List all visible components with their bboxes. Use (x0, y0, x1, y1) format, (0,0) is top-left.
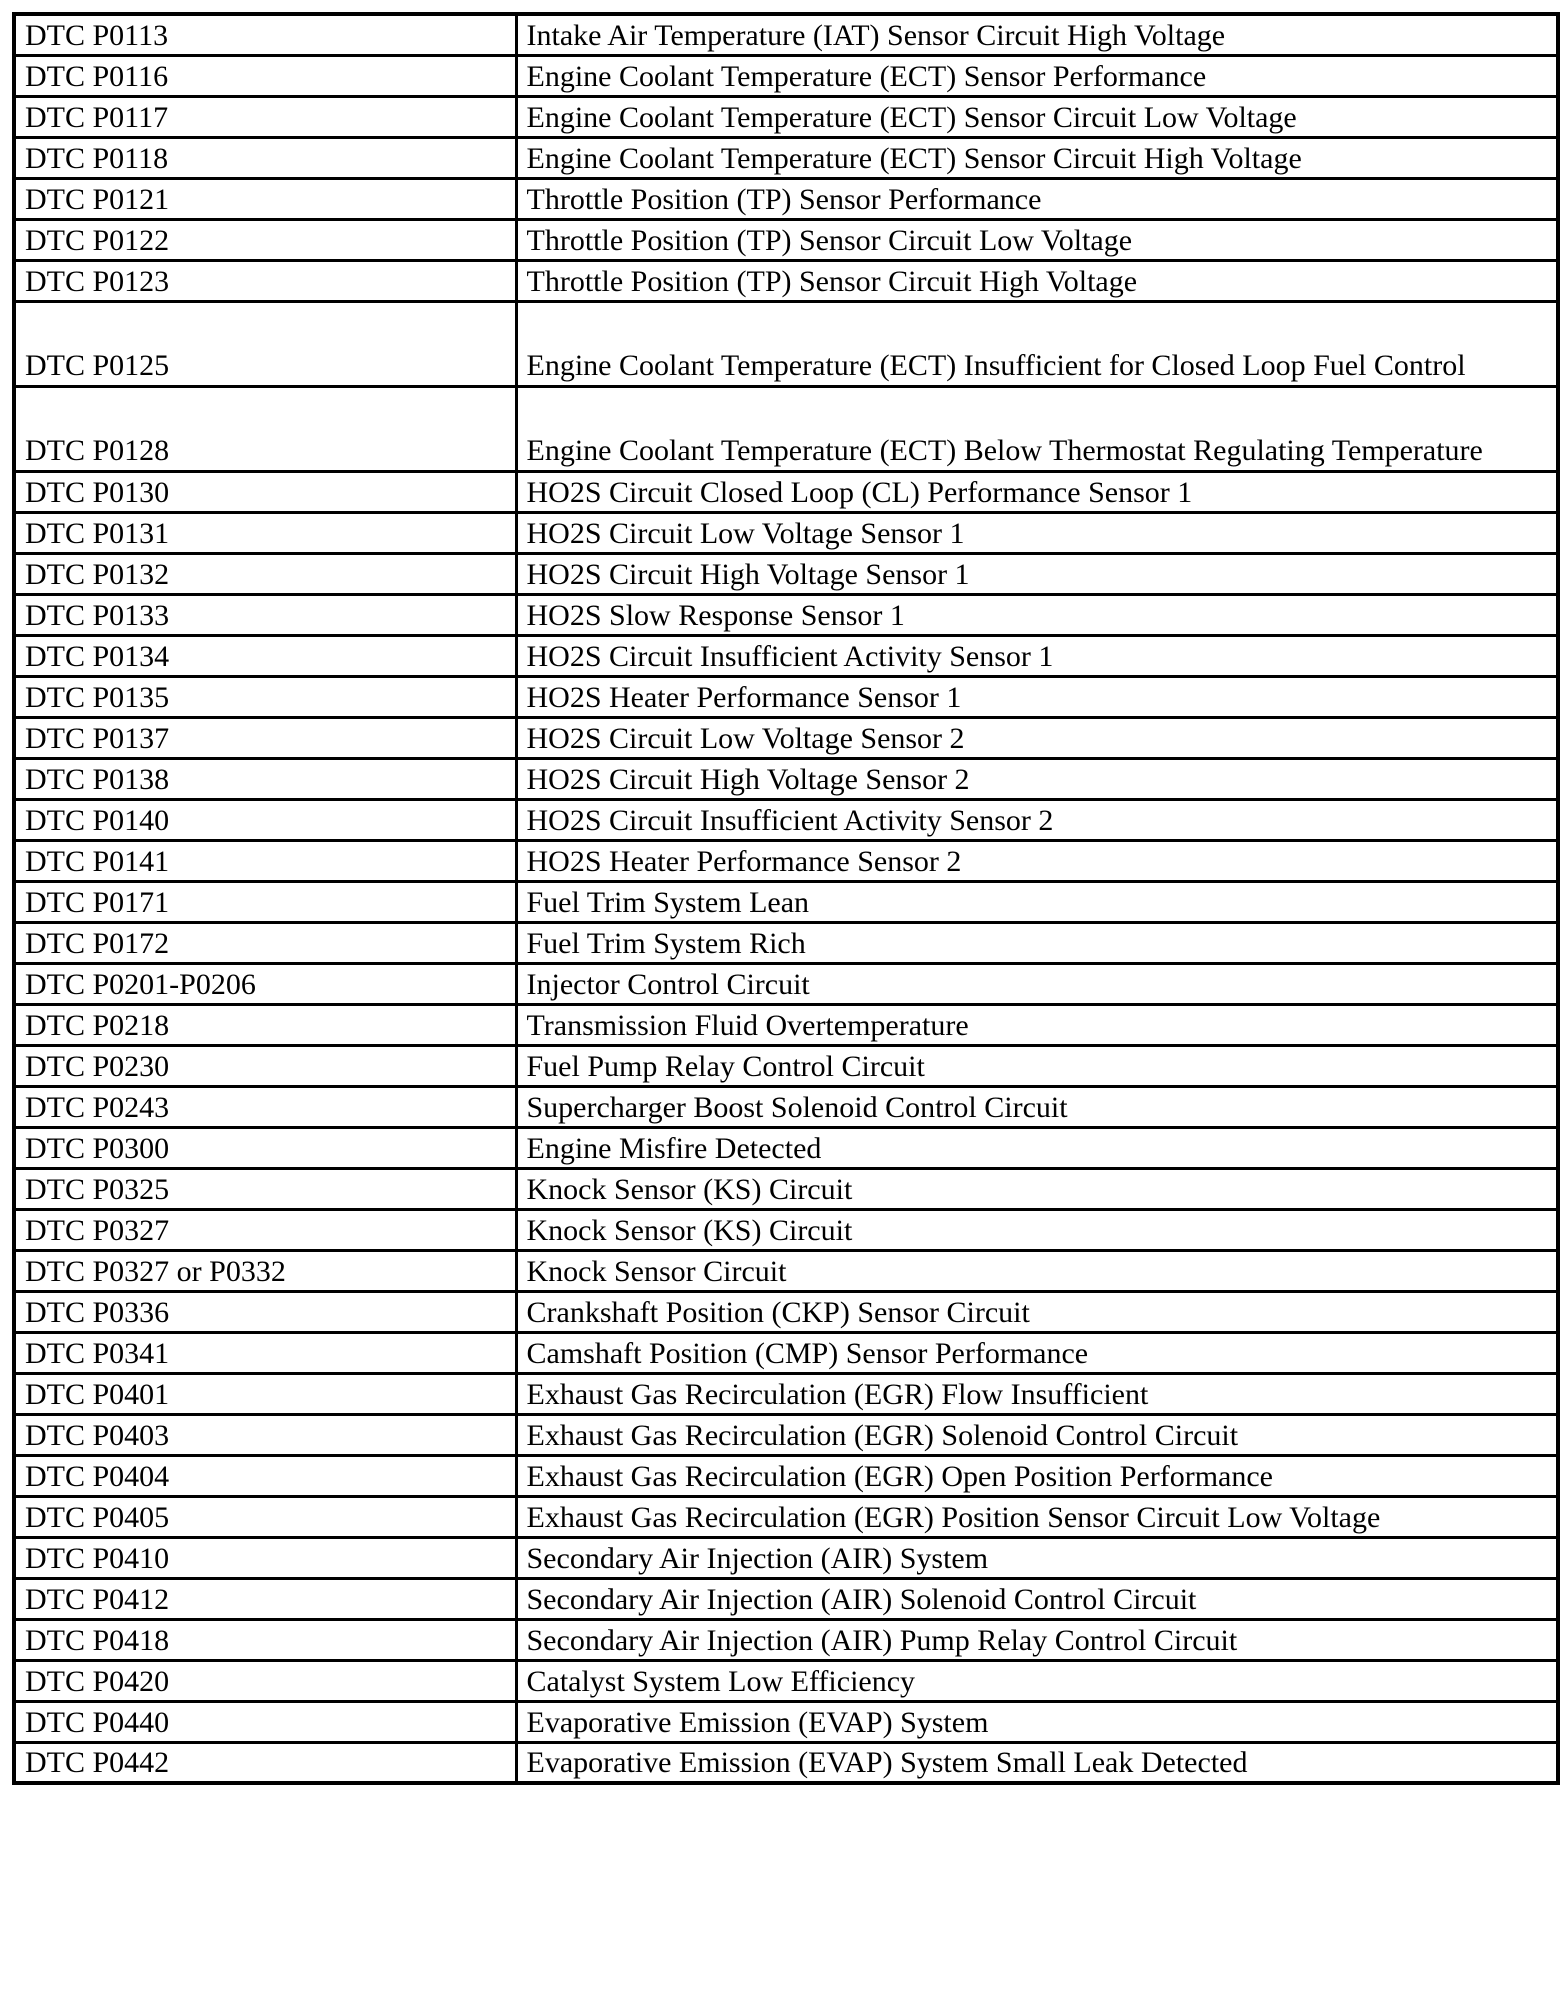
dtc-code-cell: DTC P0442 (14, 1742, 516, 1783)
table-row (14, 178, 1558, 219)
dtc-code-cell: DTC P0418 (14, 1619, 516, 1660)
table-row (14, 260, 1558, 301)
table-row (14, 1537, 1558, 1578)
dtc-description-cell: Throttle Position (TP) Sensor Performance (516, 178, 1558, 219)
dtc-code-cell: DTC P0130 (14, 471, 516, 512)
dtc-description-cell: Fuel Trim System Lean (516, 881, 1558, 922)
table-row (14, 1291, 1558, 1332)
table-row (14, 758, 1558, 799)
dtc-description-cell: Throttle Position (TP) Sensor Circuit Low Voltage (516, 219, 1558, 260)
dtc-description-cell: Fuel Pump Relay Control Circuit (516, 1045, 1558, 1086)
dtc-description-cell: Knock Sensor Circuit (516, 1250, 1558, 1291)
dtc-description-cell: Knock Sensor (KS) Circuit (516, 1209, 1558, 1250)
dtc-description-cell: Catalyst System Low Efficiency (516, 1660, 1558, 1701)
dtc-code-cell: DTC P0410 (14, 1537, 516, 1578)
dtc-code-cell: DTC P0132 (14, 553, 516, 594)
dtc-code-cell: DTC P0336 (14, 1291, 516, 1332)
table-row (14, 553, 1558, 594)
document-page (12, 12, 1556, 1785)
table-row (14, 512, 1558, 553)
dtc-description-cell: Crankshaft Position (CKP) Sensor Circuit (516, 1291, 1558, 1332)
dtc-code-cell: DTC P0420 (14, 1660, 516, 1701)
table-row (14, 1619, 1558, 1660)
table-row (14, 922, 1558, 963)
table-row (14, 840, 1558, 881)
dtc-code-cell: DTC P0138 (14, 758, 516, 799)
dtc-description-cell: Supercharger Boost Solenoid Control Circuit (516, 1086, 1558, 1127)
table-row (14, 1701, 1558, 1742)
dtc-code-cell: DTC P0327 or P0332 (14, 1250, 516, 1291)
dtc-description-cell: Intake Air Temperature (IAT) Sensor Circuit High Voltage (516, 14, 1558, 55)
dtc-description-cell: Secondary Air Injection (AIR) System (516, 1537, 1558, 1578)
dtc-description-cell: Engine Coolant Temperature (ECT) Insufficient for Closed Loop Fuel Control (516, 301, 1558, 386)
dtc-description-cell: Evaporative Emission (EVAP) System Small Leak Detected (516, 1742, 1558, 1783)
table-row (14, 219, 1558, 260)
dtc-code-cell: DTC P0131 (14, 512, 516, 553)
dtc-description-cell: HO2S Circuit Insufficient Activity Sensor 1 (516, 635, 1558, 676)
dtc-description-cell: Exhaust Gas Recirculation (EGR) Flow Insufficient (516, 1373, 1558, 1414)
table-row (14, 1332, 1558, 1373)
table-row (14, 96, 1558, 137)
dtc-description-cell: Exhaust Gas Recirculation (EGR) Position Sensor Circuit Low Voltage (516, 1496, 1558, 1537)
table-row (14, 1373, 1558, 1414)
table-row (14, 717, 1558, 758)
table-row (14, 799, 1558, 840)
table-row (14, 1455, 1558, 1496)
table-row (14, 676, 1558, 717)
dtc-code-cell: DTC P0133 (14, 594, 516, 635)
dtc-code-cell: DTC P0325 (14, 1168, 516, 1209)
dtc-code-cell: DTC P0404 (14, 1455, 516, 1496)
dtc-description-cell: Exhaust Gas Recirculation (EGR) Open Position Performance (516, 1455, 1558, 1496)
dtc-code-cell: DTC P0137 (14, 717, 516, 758)
table-row (14, 1742, 1558, 1783)
dtc-description-cell: Throttle Position (TP) Sensor Circuit High Voltage (516, 260, 1558, 301)
dtc-description-cell: HO2S Circuit High Voltage Sensor 2 (516, 758, 1558, 799)
dtc-description-cell: Secondary Air Injection (AIR) Pump Relay Control Circuit (516, 1619, 1558, 1660)
dtc-description-cell: HO2S Heater Performance Sensor 1 (516, 676, 1558, 717)
dtc-description-cell: HO2S Circuit High Voltage Sensor 1 (516, 553, 1558, 594)
dtc-description-cell: Knock Sensor (KS) Circuit (516, 1168, 1558, 1209)
dtc-description-cell: Transmission Fluid Overtemperature (516, 1004, 1558, 1045)
dtc-description-cell: Fuel Trim System Rich (516, 922, 1558, 963)
table-row (14, 1127, 1558, 1168)
dtc-description-cell: HO2S Slow Response Sensor 1 (516, 594, 1558, 635)
dtc-description-cell: Engine Coolant Temperature (ECT) Sensor Performance (516, 55, 1558, 96)
dtc-code-cell: DTC P0327 (14, 1209, 516, 1250)
dtc-code-cell: DTC P0135 (14, 676, 516, 717)
dtc-description-cell: Evaporative Emission (EVAP) System (516, 1701, 1558, 1742)
table-row (14, 1004, 1558, 1045)
table-row (14, 594, 1558, 635)
dtc-code-cell: DTC P0401 (14, 1373, 516, 1414)
dtc-description-cell: Exhaust Gas Recirculation (EGR) Solenoid Control Circuit (516, 1414, 1558, 1455)
dtc-code-cell: DTC P0403 (14, 1414, 516, 1455)
dtc-description-cell: HO2S Circuit Insufficient Activity Sensor 2 (516, 799, 1558, 840)
dtc-code-cell: DTC P0440 (14, 1701, 516, 1742)
table-row (14, 1578, 1558, 1619)
dtc-code-cell: DTC P0243 (14, 1086, 516, 1127)
table-row (14, 1209, 1558, 1250)
table-row (14, 881, 1558, 922)
dtc-code-cell: DTC P0172 (14, 922, 516, 963)
dtc-code-cell: DTC P0341 (14, 1332, 516, 1373)
table-row (14, 1086, 1558, 1127)
dtc-code-cell: DTC P0201-P0206 (14, 963, 516, 1004)
table-row (14, 137, 1558, 178)
dtc-description-cell: Engine Coolant Temperature (ECT) Sensor Circuit High Voltage (516, 137, 1558, 178)
table-row (14, 1660, 1558, 1701)
dtc-code-cell: DTC P0121 (14, 178, 516, 219)
dtc-code-cell: DTC P0141 (14, 840, 516, 881)
table-row (14, 301, 1558, 386)
dtc-description-cell: HO2S Circuit Low Voltage Sensor 2 (516, 717, 1558, 758)
dtc-code-cell: DTC P0125 (14, 301, 516, 386)
dtc-code-cell: DTC P0140 (14, 799, 516, 840)
dtc-code-cell: DTC P0113 (14, 14, 516, 55)
dtc-code-cell: DTC P0171 (14, 881, 516, 922)
table-row (14, 14, 1558, 55)
table-row (14, 386, 1558, 471)
dtc-code-cell: DTC P0123 (14, 260, 516, 301)
table-row (14, 55, 1558, 96)
dtc-description-cell: HO2S Circuit Closed Loop (CL) Performance Sensor 1 (516, 471, 1558, 512)
dtc-description-cell: Engine Coolant Temperature (ECT) Sensor Circuit Low Voltage (516, 96, 1558, 137)
dtc-code-cell: DTC P0134 (14, 635, 516, 676)
table-row (14, 1250, 1558, 1291)
dtc-code-cell: DTC P0405 (14, 1496, 516, 1537)
dtc-description-cell: Camshaft Position (CMP) Sensor Performance (516, 1332, 1558, 1373)
dtc-description-cell: HO2S Heater Performance Sensor 2 (516, 840, 1558, 881)
table-row (14, 1414, 1558, 1455)
dtc-code-cell: DTC P0116 (14, 55, 516, 96)
dtc-description-cell: HO2S Circuit Low Voltage Sensor 1 (516, 512, 1558, 553)
dtc-code-cell: DTC P0122 (14, 219, 516, 260)
table-row (14, 1168, 1558, 1209)
dtc-description-cell: Engine Coolant Temperature (ECT) Below Thermostat Regulating Temperature (516, 386, 1558, 471)
dtc-description-cell: Secondary Air Injection (AIR) Solenoid Control Circuit (516, 1578, 1558, 1619)
table-row (14, 635, 1558, 676)
dtc-code-cell: DTC P0117 (14, 96, 516, 137)
table-row (14, 1496, 1558, 1537)
dtc-code-cell: DTC P0128 (14, 386, 516, 471)
dtc-code-cell: DTC P0230 (14, 1045, 516, 1086)
table-row (14, 471, 1558, 512)
dtc-table (12, 12, 1560, 1785)
dtc-code-cell: DTC P0300 (14, 1127, 516, 1168)
dtc-code-cell: DTC P0218 (14, 1004, 516, 1045)
dtc-code-cell: DTC P0118 (14, 137, 516, 178)
table-row (14, 963, 1558, 1004)
dtc-description-cell: Engine Misfire Detected (516, 1127, 1558, 1168)
dtc-description-cell: Injector Control Circuit (516, 963, 1558, 1004)
table-row (14, 1045, 1558, 1086)
dtc-code-cell: DTC P0412 (14, 1578, 516, 1619)
